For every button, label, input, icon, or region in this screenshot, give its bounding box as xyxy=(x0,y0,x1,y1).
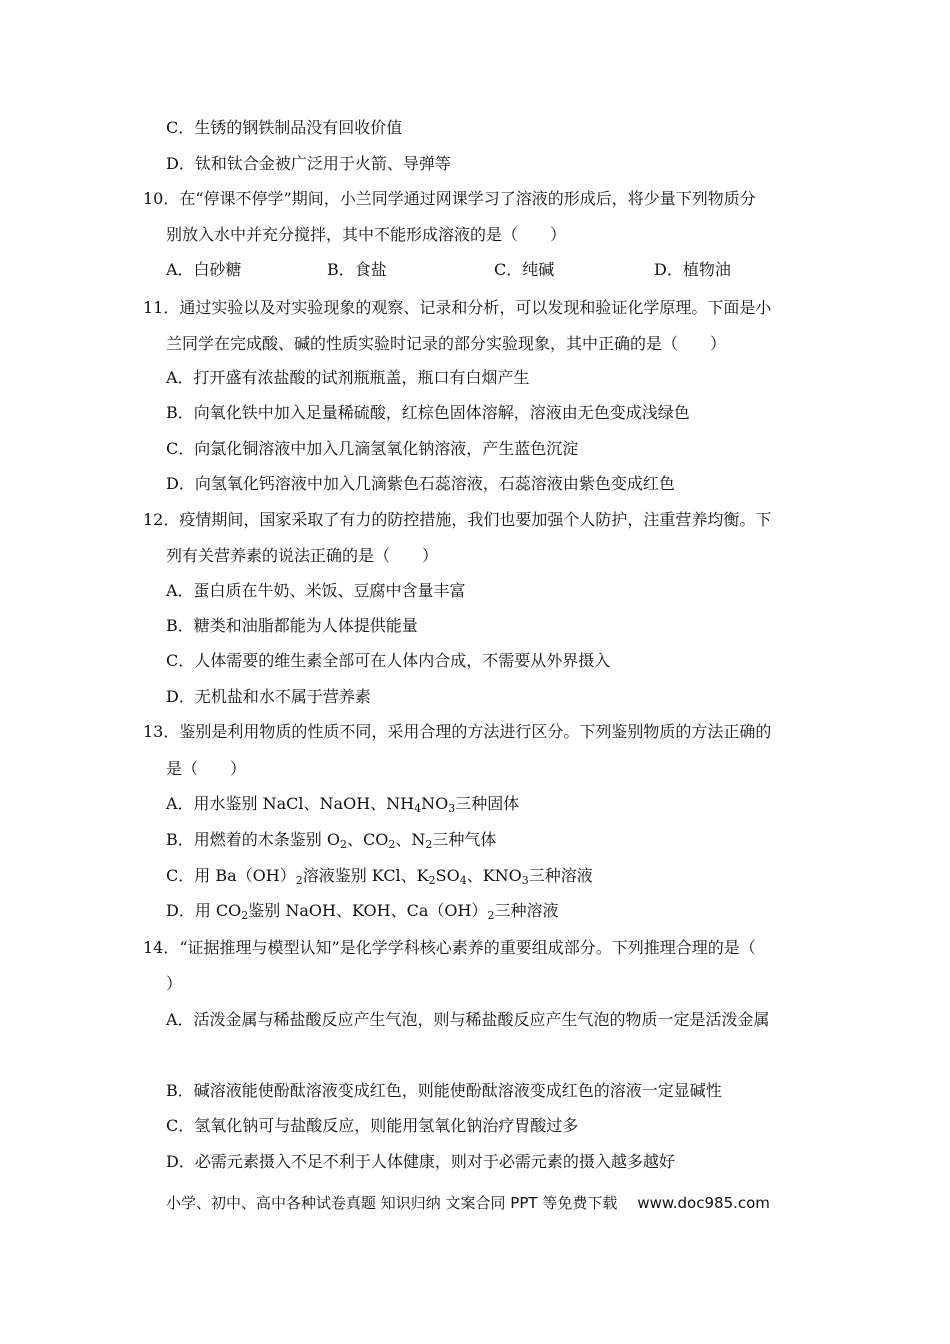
q13-option-a: A．用水鉴别 NaCl、NaOH、$NH_4NO_3$三种固体 xyxy=(166,794,520,815)
q9-option-c: C．生锈的钢铁制品没有回收价值 xyxy=(166,118,403,137)
q14-option-d: D．必需元素摄入不足不利于人体健康，则对于必需元素的摄入越多越好 xyxy=(166,1152,675,1171)
q14-stem-line2: ） xyxy=(166,974,183,993)
footer-url[interactable]: www.doc985.com xyxy=(637,1194,770,1212)
q11-option-d: D．向氢氧化钙溶液中加入几滴紫色石蕊溶液，石蕊溶液由紫色变成红色 xyxy=(166,474,675,493)
q10-option-a: A．白砂糖 xyxy=(166,260,242,279)
q13-option-d: D．用 $CO_2$鉴别 NaOH、KOH、$Ca(OH)_2$三种溶液 xyxy=(166,901,559,922)
q14-option-b: B．碱溶液能使酚酞溶液变成红色，则能使酚酞溶液变成红色的溶液一定显碱性 xyxy=(166,1081,722,1100)
q13-option-b: B．用燃着的木条鉴别 $O_2$、$CO_2$、$N_2$三种气体 xyxy=(166,830,497,851)
q12-option-d: D．无机盐和水不属于营养素 xyxy=(166,687,371,706)
q12-option-c: C．人体需要的维生素全部可在人体内合成，不需要从外界摄入 xyxy=(166,651,611,670)
q11-stem-line1: 11．通过实验以及对实验现象的观察、记录和分析，可以发现和验证化学原理。下面是小 xyxy=(143,298,772,317)
q10-option-c: C．纯碱 xyxy=(494,260,555,279)
q12-stem-line1: 12．疫情期间，国家采取了有力的防控措施，我们也要加强个人防护，注重营养均衡。下 xyxy=(143,510,772,529)
q14-option-a: A．活泼金属与稀盐酸反应产生气泡，则与稀盐酸反应产生气泡的物质一定是活泼金属 xyxy=(166,1010,770,1029)
q10-stem-line1: 10．在“停课不停学”期间，小兰同学通过网课学习了溶液的形成后，将少量下列物质分 xyxy=(143,189,756,208)
q12-option-a: A．蛋白质在牛奶、米饭、豆腐中含量丰富 xyxy=(166,581,466,600)
q12-option-b: B．糖类和油脂都能为人体提供能量 xyxy=(166,616,418,635)
page-footer xyxy=(166,1192,770,1213)
q11-option-b: B．向氧化铁中加入足量稀硫酸，红棕色固体溶解，溶液由无色变成浅绿色 xyxy=(166,403,690,422)
q11-option-c: C．向氯化铜溶液中加入几滴氢氧化钠溶液，产生蓝色沉淀 xyxy=(166,439,579,458)
q13-option-c: C．用 $Ba(OH)_2$溶液鉴别 KCl、$K_2SO_4$、$KNO_3$三种溶液 xyxy=(166,866,593,887)
q13-stem-line1: 13．鉴别是利用物质的性质不同，采用合理的方法进行区分。下列鉴别物质的方法正确的 xyxy=(143,722,772,741)
q14-stem-line1: 14．“证据推理与模型认知”是化学学科核心素养的重要组成部分。下列推理合理的是（ xyxy=(143,938,756,957)
q12-stem-line2: 列有关营养素的说法正确的是（ ） xyxy=(166,546,439,565)
q10-option-d: D．植物油 xyxy=(654,260,731,279)
q14-option-c: C．氢氧化钠可与盐酸反应，则能用氢氧化钠治疗胃酸过多 xyxy=(166,1116,579,1135)
q13-stem-line2: 是（ ） xyxy=(166,759,247,778)
footer-text: 小学、初中、高中各种试卷真题 知识归纳 文案合同 PPT 等免费下载 xyxy=(166,1194,618,1212)
q10-stem-line2: 别放入水中并充分搅拌，其中不能形成溶液的是（ ） xyxy=(166,225,567,244)
q9-option-d: D．钛和钛合金被广泛用于火箭、导弹等 xyxy=(166,154,451,173)
q11-stem-line2: 兰同学在完成酸、碱的性质实验时记录的部分实验现象，其中正确的是（ ） xyxy=(166,334,727,353)
q10-option-b: B．食盐 xyxy=(327,260,387,279)
q11-option-a: A．打开盛有浓盐酸的试剂瓶瓶盖，瓶口有白烟产生 xyxy=(166,368,530,387)
